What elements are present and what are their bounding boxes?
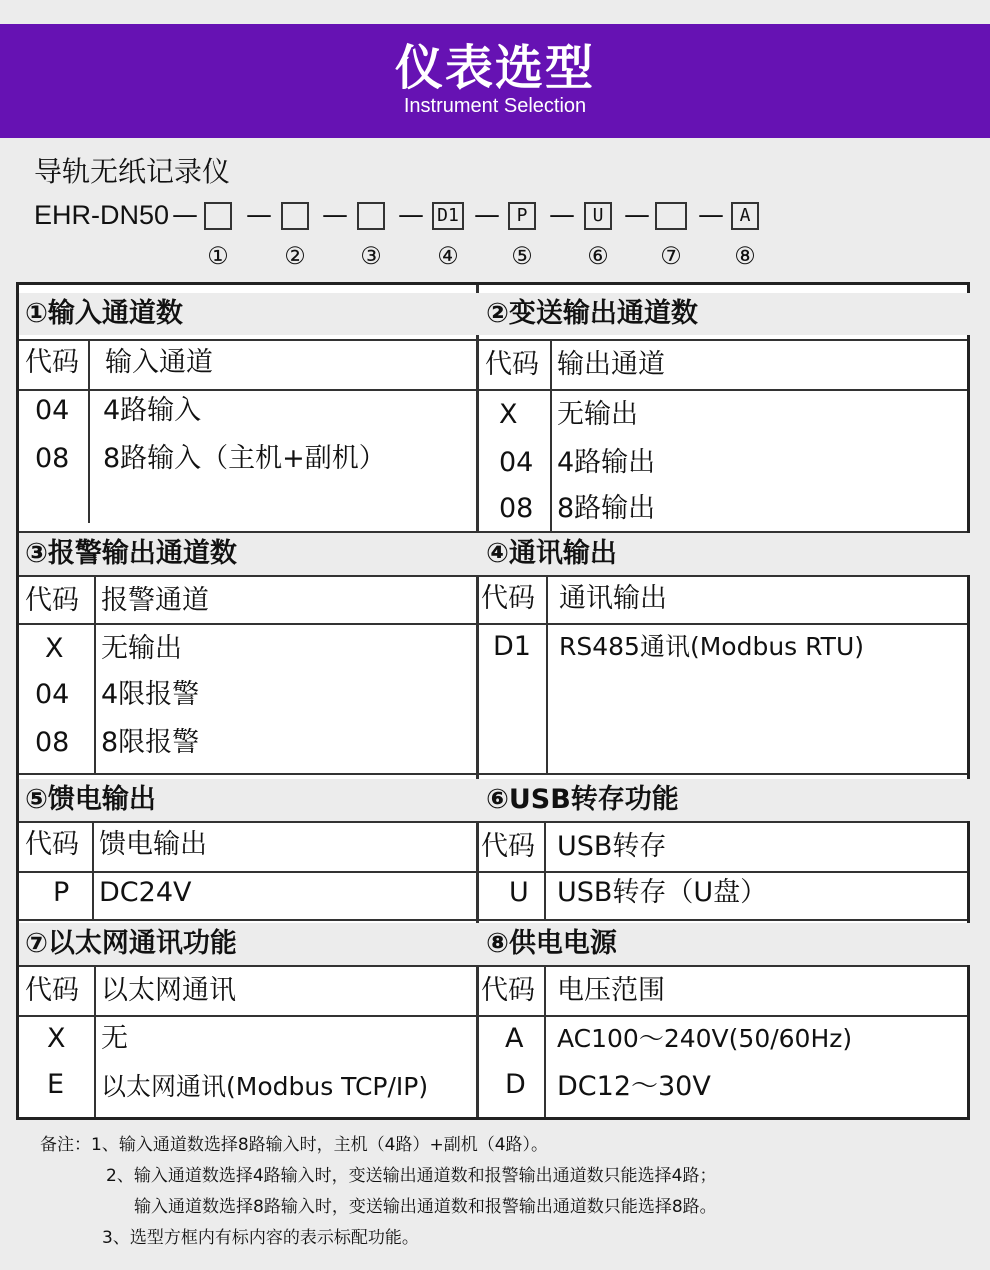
section-4-title: ④通讯输出 [480,533,973,575]
s2-row-3-desc: 8路输出 [557,493,656,524]
note-line-4: 3、选型方框内有标内容的表示标配功能。 [102,1228,419,1248]
s7-row-1-desc: 无 [101,1023,128,1054]
section-7-col-desc: 以太网通讯 [101,975,236,1006]
section-1-col-desc: 输入通道 [105,347,213,378]
divider-line [94,967,96,1117]
note-line-2: 2、输入通道数选择4路输入时，变送输出通道数和报警输出通道数只能选择4路； [106,1166,717,1186]
note-line-3: 输入通道数选择8路输入时，变送输出通道数和报警输出通道数只能选择8路。 [134,1197,717,1217]
section-2-title: ②变送输出通道数 [480,293,973,335]
s5-row-1-code: P [53,877,70,908]
product-name: 导轨无纸记录仪 [34,155,231,188]
position-number: ② [284,242,306,270]
divider-line [19,821,967,823]
separator-dash: — [246,200,272,230]
section-2-col-code: 代码 [485,349,539,380]
position-number: ⑤ [511,242,533,270]
divider-line [19,1015,967,1017]
model-box-4: D1 [432,202,464,230]
s6-row-1-code: U [509,877,529,908]
position-number: ⑧ [734,242,756,270]
model-box-5: P [508,202,536,230]
model-prefix: EHR-DN50 [34,200,170,230]
section-5-col-desc: 馈电输出 [99,829,207,860]
model-box-8: A [731,202,759,230]
s3-row-2-code: 04 [35,679,70,710]
separator-dash: — [322,200,348,230]
divider-line [19,623,967,625]
s8-row-1-code: A [505,1023,524,1054]
section-8-title: ⑧供电电源 [480,923,973,965]
s2-row-1-code: X [499,399,518,430]
s7-row-2-code: E [47,1069,65,1100]
section-7-col-code: 代码 [25,975,79,1006]
divider-line [19,575,967,577]
position-number: ⑦ [660,242,682,270]
section-5-title: ⑤馈电输出 [19,779,480,821]
s2-row-2-desc: 4路输出 [557,447,656,478]
divider-line [19,965,967,967]
model-box-3 [357,202,385,230]
s2-row-1-desc: 无输出 [557,399,638,430]
position-number: ③ [360,242,382,270]
section-4-col-code: 代码 [481,583,535,614]
divider-line [19,389,967,391]
section-6-col-desc: USB转存 [557,831,667,862]
s1-row-2-code: 08 [35,443,70,474]
divider-line [19,773,967,775]
model-box-2 [281,202,309,230]
divider-line [19,919,967,921]
section-3-col-desc: 报警通道 [101,585,209,616]
section-3-col-code: 代码 [25,585,79,616]
divider-line [94,577,96,773]
separator-dash: — [172,200,198,230]
position-number: ④ [437,242,459,270]
model-box-7 [655,202,687,230]
s2-row-3-code: 08 [499,493,534,524]
divider-line [544,823,546,919]
section-3-title: ③报警输出通道数 [19,533,480,575]
s4-row-1-desc: RS485通讯(Modbus RTU) [559,632,865,661]
s3-row-3-code: 08 [35,727,70,758]
divider-line [19,339,967,341]
s7-row-1-code: X [47,1023,66,1054]
separator-dash: — [624,200,650,230]
divider-line [550,341,552,531]
s8-row-2-code: D [505,1069,526,1100]
separator-dash: — [549,200,575,230]
s3-row-3-desc: 8限报警 [101,727,200,758]
section-6-col-code: 代码 [481,831,535,862]
s6-row-1-desc: USB转存（U盘） [557,877,768,908]
section-4-col-desc: 通讯输出 [559,583,667,614]
page-subtitle: Instrument Selection [403,95,587,117]
separator-dash: — [398,200,424,230]
position-number: ① [207,242,229,270]
section-1-title: ①输入通道数 [19,293,480,335]
s8-row-1-desc: AC100～240V(50/60Hz) [557,1024,853,1053]
divider-line [19,871,967,873]
s4-row-1-code: D1 [493,631,531,662]
separator-dash: — [474,200,500,230]
s3-row-1-code: X [45,633,64,664]
model-box-6: U [584,202,612,230]
model-box-1 [204,202,232,230]
section-6-title: ⑥USB转存功能 [480,779,973,821]
note-line-1: 备注：1、输入通道数选择8路输入时，主机（4路）+副机（4路）。 [40,1135,549,1155]
s1-row-1-desc: 4路输入 [103,395,202,426]
column-divider [476,285,479,1117]
s1-row-2-desc: 8路输入（主机+副机） [103,443,386,474]
page-title: 仪表选型 [394,40,595,96]
position-number: ⑥ [587,242,609,270]
divider-line [92,823,94,919]
section-8-col-desc: 电压范围 [557,975,665,1006]
s1-row-1-code: 04 [35,395,70,426]
s7-row-2-desc: 以太网通讯(Modbus TCP/IP) [101,1072,429,1101]
s2-row-2-code: 04 [499,447,534,478]
s3-row-2-desc: 4限报警 [101,679,200,710]
section-8-col-code: 代码 [481,975,535,1006]
selection-table [16,282,970,1120]
header-banner [0,24,990,138]
divider-line [544,967,546,1117]
section-5-col-code: 代码 [25,829,79,860]
s3-row-1-desc: 无输出 [101,633,182,664]
section-7-title: ⑦以太网通讯功能 [19,923,480,965]
s5-row-1-desc: DC24V [99,877,192,908]
divider-line [546,577,548,773]
section-2-col-desc: 输出通道 [557,349,665,380]
separator-dash: — [698,200,724,230]
s8-row-2-desc: DC12～30V [557,1071,711,1102]
section-1-col-code: 代码 [25,347,79,378]
divider-line [88,341,90,523]
